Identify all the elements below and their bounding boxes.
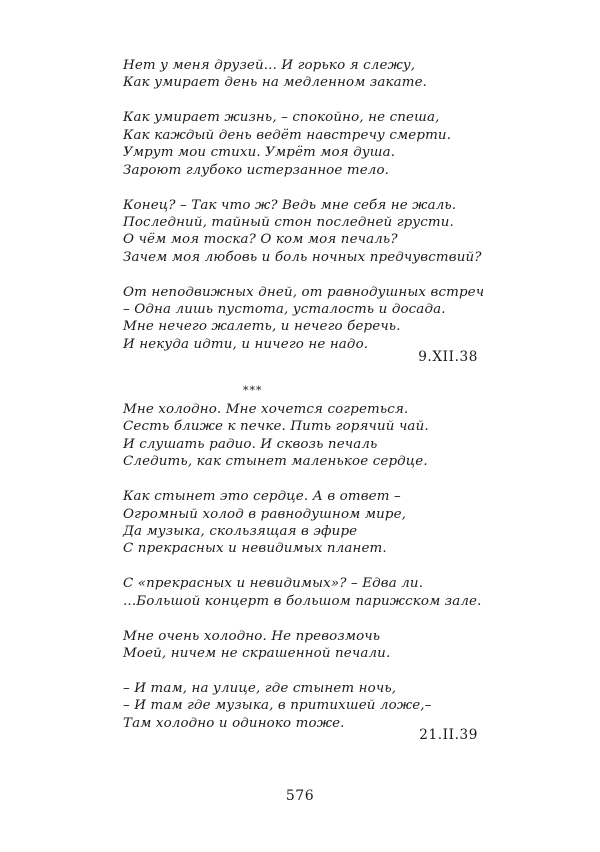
poem-line: Как умирает жизнь, – спокойно, не спеша,: [123, 110, 440, 126]
poem-line: Нет у меня друзей... И горько я слежу,: [123, 58, 416, 73]
poem-line: Да музыка, скользящая в эфире: [123, 523, 358, 539]
section-separator: ***: [243, 384, 263, 397]
poem-line: С прекрасных и невидимых планет.: [123, 541, 387, 557]
poem-line: ...Большой концерт в большом парижском зале.: [123, 593, 482, 609]
poem-line: Как стынет это сердце. А в ответ –: [123, 489, 401, 505]
poem-line: О чём моя тоска? О ком моя печаль?: [123, 232, 398, 248]
stanza-break: [123, 266, 483, 284]
poem-line: – Одна лишь пустота, усталость и досада.: [123, 302, 446, 318]
poem-2: [123, 401, 483, 732]
poem-line: – И там, на улице, где стынет ночь,: [123, 681, 397, 697]
poem-line: Как каждый день ведёт навстречу смерти.: [123, 127, 452, 143]
stanza-break: [123, 92, 483, 110]
stanza-break: [123, 610, 483, 628]
poem-line: Как умирает день на медленном закате.: [123, 75, 428, 91]
poem-line: Зачем моя любовь и боль ночных предчувствий?: [123, 249, 482, 265]
poem-line: Следить, как стынет маленькое сердце.: [123, 454, 428, 470]
poem-line: Умрут мои стихи. Умрёт моя душа.: [123, 145, 396, 161]
page-number: 576: [285, 788, 315, 804]
stanza-break: [123, 558, 483, 576]
stanza-break: [123, 179, 483, 197]
poem-line: Мне холодно. Мне хочется согреться.: [123, 402, 409, 417]
poem-line: Мне очень холодно. Не превозмочь: [123, 628, 381, 644]
poem-line: С «прекрасных и невидимых»? – Едва ли.: [123, 576, 424, 592]
poem-line: Конец? – Так что ж? Ведь мне себя не жаль.: [123, 197, 457, 213]
poem-line: Огромный холод в равнодушном мире,: [123, 506, 407, 522]
poem-line: Мне нечего жалеть, и нечего беречь.: [123, 319, 401, 335]
poem-line: Моей, ничем не скрашенной печали.: [123, 646, 391, 662]
poem-1: [123, 57, 483, 353]
stanza-break: [123, 662, 483, 680]
poem-1-date: 9.XII.38: [418, 349, 478, 365]
poem-line: Зароют глубоко истерзанное тело.: [123, 162, 390, 178]
poem-line: И некуда идти, и ничего не надо.: [123, 336, 369, 352]
poem-line: – И там где музыка, в притихшей ложе,–: [123, 698, 432, 714]
poem-line: И слушать радио. И сквозь печаль: [123, 436, 378, 452]
poem-line: Сесть ближе к печке. Пить горячий чай.: [123, 419, 429, 435]
poem-2-date: 21.II.39: [419, 727, 478, 743]
poem-line: От неподвижных дней, от равнодушных встреч: [123, 284, 485, 300]
stanza-break: [123, 471, 483, 489]
poem-line: Последний, тайный стон последней грусти.: [123, 214, 454, 230]
poem-line: Там холодно и одиноко тоже.: [123, 715, 345, 731]
